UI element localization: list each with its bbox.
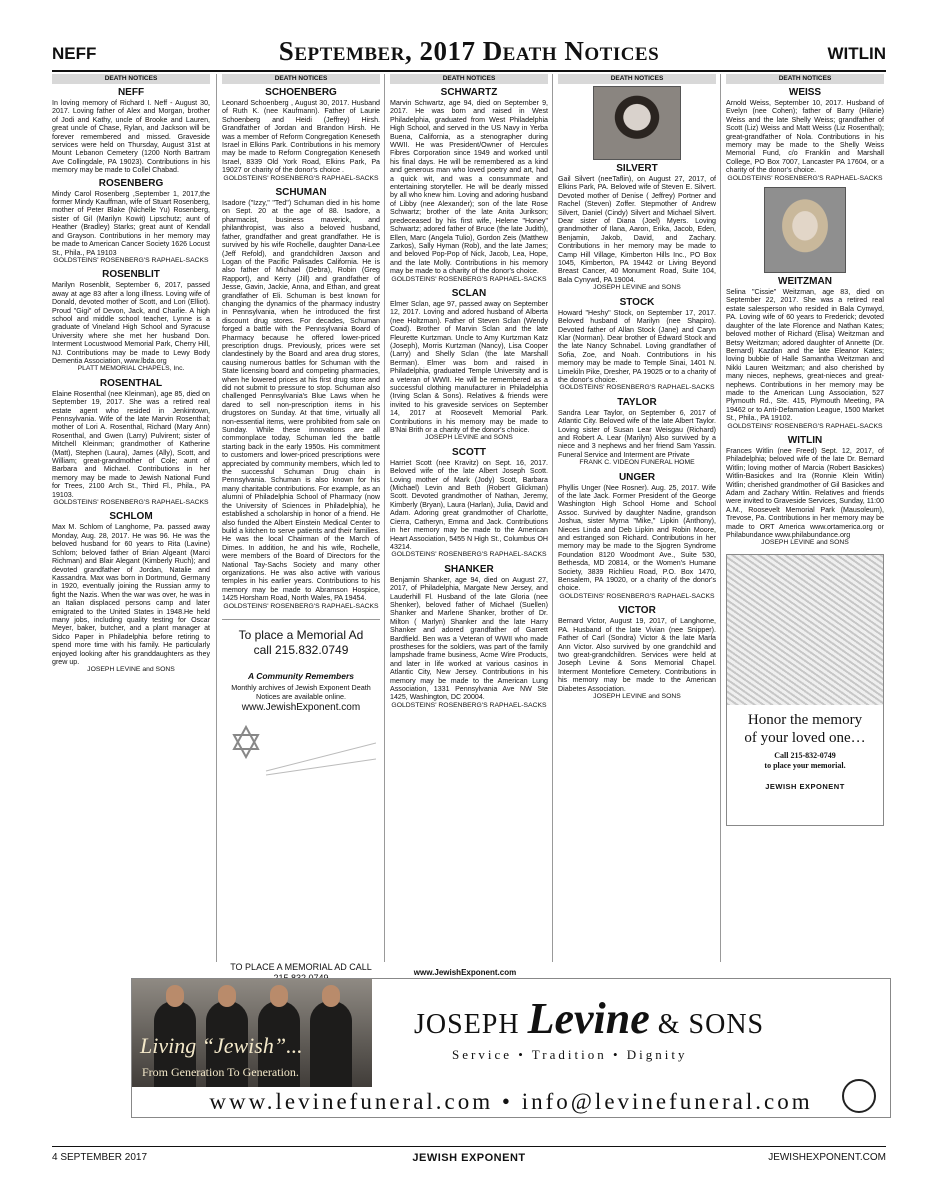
column-band: DEATH NOTICES xyxy=(558,74,716,84)
memorial-ad-line: To place a Memorial Ad xyxy=(238,627,364,642)
obituary-funeral-home: JOSEPH LEVINE and SONS xyxy=(87,666,175,674)
obituary-name: SCHLOM xyxy=(109,511,153,523)
obituary-rosenberg xyxy=(52,178,210,266)
honor-ad-line2: of your loved one… xyxy=(744,729,866,746)
column-5 xyxy=(726,74,884,826)
logo-levine: Levine xyxy=(527,994,650,1043)
obituary-name: SCHWARTZ xyxy=(440,87,498,98)
honor-ad-call-note: to place your memorial. xyxy=(764,760,846,770)
obituary-name: STOCK xyxy=(619,296,655,308)
obituary-name: UNGER xyxy=(618,471,656,483)
obituary-name: VICTOR xyxy=(618,605,656,617)
obituary-funeral-home: GOLDSTEINS' ROSENBERG'S RAPHAEL-SACKS xyxy=(559,384,715,392)
obituary-funeral-home: JOSEPH LEVINE and SONS xyxy=(761,539,849,547)
obituary-weitzman xyxy=(726,187,884,431)
memorial-ad-callout: TO PLACE A MEMORIAL AD CALL xyxy=(230,962,372,972)
obituary-funeral-home: GOLDSTEINS' ROSENBERG'S RAPHAEL-SACKS xyxy=(53,256,209,264)
ad-contact-links[interactable]: www.levinefuneral.com • info@levinefuneral.com xyxy=(209,1089,813,1114)
obituary-unger xyxy=(558,472,716,602)
page-number-date: 4 SEPTEMBER 2017 xyxy=(52,1152,148,1163)
flowering-tree-image xyxy=(727,555,883,705)
ad-photo xyxy=(132,979,372,1087)
column-band: DEATH NOTICES xyxy=(52,74,210,84)
levine-funeral-ad[interactable] xyxy=(131,978,891,1118)
obituary-schlom xyxy=(52,511,210,674)
obituary-text: Marilyn Rosenblit, September 6, 2017, passed away at age 83 after a long illness. Loving wife of Donald, devoted mother of Scott, and Lori (Elliot). Proud "Gigi" of Devon, Jack, and Charlie. A high school and middle school teacher, Lynne is a graduate of Vineland High School and Syracuse University where she met her husband Don. Interment Locustwood Memorial Park, Cherry Hill, NJ. Contributions may be made to Lewy Body Dementia Association, www.lbda.org xyxy=(52,281,210,365)
column-3 xyxy=(390,74,548,714)
logo-sons: & SONS xyxy=(657,1009,765,1040)
obituary-funeral-home: JOSEPH LEVINE and SONS xyxy=(593,284,681,292)
logo-joseph: JOSEPH xyxy=(414,1009,520,1040)
obituary-text: Bernard Victor, August 19, 2017, of Langhorne, PA. Husband of the late Vivian (nee Snipper). Father of Carl (Sondra) Victor & the late Marla Ann Victor. Also survived by one grandchild and two great-grandchildren. Services were held at Joseph Levine & Sons Memorial Chapel. Interment Montefiore Cemetery. Contributions in his memory may be made to the American Diabetes Association. xyxy=(558,617,716,693)
obituary-text: In loving memory of Richard I. Neff - August 30, 2017. Loving father of Alex and Morgan, brother of Jodi and Kathy, uncle of Brooke and Lauren, great uncle of Chase, Rylan, and Jackson will be forever remembered and missed. Graveside services were held on Thursday, August 31st at Mount Lebanon Cemetery (1200 North Bartram Ave Collingdale, PA 19023). Contributions in his memory may be made to Collel Chabad. xyxy=(52,99,210,175)
obituary-text: Gail Silvert (neeTaflin), on August 27, 2017, of Elkins Park, PA. Beloved wife of Steven E. Silvert. Devoted mother of Denise ( Jeffrey) Portner and Rachel (Steven) Zoffer. Stepmother of Andrew Silvert, Daniel (Cindy) Silvert and Michael Silvert. Dear sister of Diana (Joel) Myers. Loving grandmother of Ilana, Aaron, Erika, Jacob, Eden, Benjamin, Jakob, David, and Zachary. Contributions in her memory may be made to Camp Hill Village, Kimberton Hills Inc., PO Box 1045, Kimberton, PA 19442 or Living Beyond Breast Cancer, 40 Monument Road, Suite 104, Bala Cynywd, PA 19004. xyxy=(558,175,716,284)
honor-ad-call xyxy=(727,751,883,771)
obituary-text: Max M. Schlom of Langhorne, Pa. passed away Monday, Aug. 28, 2017. He was 96. He was the beloved husband for 60 years to Rita (Lavine) Schlom; beloved father of Brian Algeant (Marci Richman) and Blair Alegant (Kimberly Ruch); and devoted grandfather of Jordan, Natalie and Kassandra. Max was born in Dortmund, Germany in 1920, eventually joining the Russian army to fight the Nazis. When the war was over, he was in an Italian displaced persons camp and later emigrated to the United States in 1948.He held many jobs, including quality testing for Oscar Meyer, baker, butcher, and a plant manager at Sidco Paper in Philadelphia before retiring to spend more time with his family. He particularly enjoyed looking after his granddaughters as they grew up. xyxy=(52,523,210,666)
obituary-funeral-home: GOLDSTEINS' ROSENBERG'S RAPHAEL-SACKS xyxy=(727,174,883,182)
obituary-text: Benjamin Shanker, age 94, died on August 27, 2017, of Philadelphia, Margate New Jersey, and Lauderhill Fl. Husband of the late Gloria (nee Shenker), beloved father of Michael (Suellen) Shanker and Marlene Shanker, brother of Dr. Milton ( Marlyn) Shanker and the late Harry Shanker and adored grandfather of Garrett Bardfield. Ben was a Veteran of WWII who made prostheses for the soldiers, was part of the family lampshade frame business, Acme Wire Products, and later in life worked at various casinos in Atlantic City, New Jersey. Contributions in his memory may be made to the American Lung Association, 1331 Pennsylvania Ave NW Ste 1425, Washington, DC 20004. xyxy=(390,575,548,702)
star-of-david-icon xyxy=(226,723,376,779)
obituary-rosenblit xyxy=(52,269,210,373)
obituary-name: WEITZMAN xyxy=(778,276,832,288)
obituary-funeral-home: GOLDSTEINS' ROSENBERG'S RAPHAEL-SACKS xyxy=(223,602,379,610)
obituary-text: Howard "Heshy" Stock, on September 17, 2017. Beloved husband of Marilyn (nee Shapiro). Devoted father of Allan Stock (Jane) and Caryn Klar (Norman). Dear brother of Edward Stock and the late Nancy Schnabel. Loving grandfather of Sofia, Zoe, and Noah. Contributions in his memory may be made to Temple Sinai, 1401 N. Limekiln Pike, Dresher, PA 19025 or to a charity of the donor's choice. xyxy=(558,308,716,384)
page-header xyxy=(52,36,886,72)
obituary-weiss xyxy=(726,87,884,183)
obituary-text: Phyllis Unger (Nee Rosner). Aug. 25, 2017. Wife of the late Jack. Former President of the George Washington High School Home and School Assoc. Survived by daughter Nadine, grandson Joshua, sister Myrna "Mike," Lipkin (Anthony), Nieces Linda and Deb Lipkin and Robin Moore, and estranged son Richard. Contributions in her memory may be made to the Sjogren Syndrome Foundation 8120 Woodmont Ave., Suite 530, Bethesda, MD 20814, or the Women's Humane Society, 3839 Richlieu Road, P.O. Box 1470, Bensalem, PA 19020, or a charity of the donor's choice. xyxy=(558,483,716,593)
obituary-name: WITLIN xyxy=(787,434,823,446)
memorial-ad-phone: call 215.832.0749 xyxy=(253,642,349,657)
obituary-text: Frances Witlin (nee Freed) Sept. 12, 2017, of Philadelphia; beloved wife of the late Dr. Bernard Witlin; loving mother of Marcia (Robert Basickes) Witlin-Basickes and Ira (Ronnie Klein Witlin) Witlin; cherished grandmother of Gil Basickes and Adam and Zachary Witlin. Relatives and friends were invited to Graveside Services, Sunday, 11:00 A.M., Roosevelt Memorial Park (Mausoleum), Trevose, Pa. Contributions in her memory may be made to ORT America www.ortamerica.org or Philabundance www.philabundance.org xyxy=(726,446,884,540)
obituary-neff xyxy=(52,87,210,175)
obituary-text: Leonard Schoenberg , August 30, 2017. Husband of Ruth K. (nee Kaufmann). Father of Laurie Schoenberg and Heidi (Jeffrey) Hirsh. Grandfather of Jordan and Brandon Hirsh. He was a member of Reform Congregation Keneseth Israel in Elkins Park. Contributions in his memory may be made to Reform Congregation Keneseth Israel, 8339 Old York Road, Elkins Park, Pa 19027 or charity of the donor's choice . xyxy=(222,99,380,175)
column-band: DEATH NOTICES xyxy=(726,74,884,84)
seal-icon xyxy=(842,1079,876,1113)
jewish-exponent-link[interactable]: www.JewishExponent.com xyxy=(241,702,361,714)
obituary-victor xyxy=(558,605,716,701)
column-divider xyxy=(216,74,217,962)
archives-note: Monthly archives of Jewish Exponent Death Notices are available online. xyxy=(231,683,371,702)
obituary-funeral-home: PLATT MEMORIAL CHAPELS, Inc. xyxy=(77,365,185,373)
obituary-rosenthal xyxy=(52,378,210,508)
jewish-exponent-logo: JEWISH EXPONENT xyxy=(765,781,845,791)
obituary-name: NEFF xyxy=(117,87,145,98)
website-callout[interactable]: www.JewishExponent.com xyxy=(413,968,517,977)
honor-ad-phone: Call 215-832-0749 xyxy=(774,750,836,760)
column-band: DEATH NOTICES xyxy=(222,74,380,84)
column-divider xyxy=(552,74,553,962)
publication-name: JEWISH EXPONENT xyxy=(412,1152,526,1164)
obituary-schoenberg xyxy=(222,87,380,183)
honor-ad-line1: Honor the memory xyxy=(747,711,863,728)
honor-ad-heading xyxy=(727,711,883,747)
header-left-name: NEFF xyxy=(52,44,97,63)
column-4 xyxy=(558,74,716,705)
page-footer xyxy=(52,1152,886,1166)
obituary-photo xyxy=(764,187,846,273)
obituary-name: SILVERT xyxy=(616,163,658,174)
publication-url[interactable]: JEWISHEXPONENT.COM xyxy=(768,1152,886,1163)
column-1 xyxy=(52,74,210,679)
obituary-taylor xyxy=(558,397,716,468)
obituary-text: Isadore ("Izzy," "Ted") Schuman died in his home on Sept. 20 at the age of 88. Isadore, a pharmacist, business maverick, and philanthropist, was also a beloved husband, father, grandfather and great grandfather. He is survived by his wife Rochelle, daughter Dana-Lee (Jeff Refold), and grandchildren Jaxson and Logan of the Pacific Palisades California. He is also father of Michael (Debra), Robin (Greg Rapport), and Kerry (Jill) and grandfather of Jesse, Gavin, Jackie, Anna, and Ethan, and great grandfather of Eli. Schuman is best known for changing the dynamics of the pharmacy industry in Pennsylvania, when he introduced the first discount drug stores. For decades, Schuman forged a battle with the Pennsylvania Board of Pharmacy because he offered lower-priced prescription drugs. Previously, prices were set clandestinely by the Board and area drug stores, causing numerous battles for Schuman with the State licensing board and competing pharmacies, when he lowered prices at his first drug store and did not submit to pressure to stop. Schuman also challenged Pennsylvania's Blue Laws when he dared to sell non-prescription items in his drugstores on Sunday. At that time, virtually all non-essential items, were prohibited from sale on Sunday. While these innovations are all commonplace today, Schuman led the battle starting back in the early 1950s. His commitment to customers and lower-priced prescriptions were appreciated by community members, which led to the successful Schuman Drug chain in Pennsylvania. Schuman is also known for his many charitable contributions. For example, as an alumni of Philadelphia School of Pharmacy (now the University of Sciences in Philadelphia), he established a scholarship in honor of a friend. He also funded the Albert Einstein Medical Center to build a kitchen to serve patients and their families. He was the local Chairman of the March of Dimes. In addition, he and his wife, Rochelle, were members of the Board of Directors for the National Tay-Sachs Society and many other organizations. He was also active with various temples in his earlier years. Contributions to his memory may be made to Abramson Hospice, 1425 Horsham Road, North Wales, PA 19454. xyxy=(222,199,380,603)
memorial-ad-box xyxy=(222,619,380,781)
obituary-name: TAYLOR xyxy=(617,396,657,408)
column-divider xyxy=(720,74,721,962)
column-band: DEATH NOTICES xyxy=(390,74,548,84)
obituary-name: SCOTT xyxy=(452,446,486,458)
obituary-photo xyxy=(593,86,681,160)
obituary-funeral-home: JOSEPH LEVINE and SONS xyxy=(593,692,681,700)
obituary-scott xyxy=(390,447,548,560)
page-title: September, 2017 Death Notices xyxy=(278,36,660,66)
obituary-funeral-home: GOLDSTEINS' ROSENBERG'S RAPHAEL-SACKS xyxy=(727,422,883,430)
obituary-funeral-home: GOLDSTEINS' ROSENBERG'S RAPHAEL-SACKS xyxy=(391,701,547,709)
obituary-funeral-home: GOLDSTEINS' ROSENBERG'S RAPHAEL-SACKS xyxy=(559,592,715,600)
obituary-funeral-home: FRANK C. VIDEON FUNERAL HOME xyxy=(579,459,695,467)
ad-subslogan: From Generation To Generation. xyxy=(142,1065,299,1079)
ad-slogan: Living “Jewish”... xyxy=(140,1033,303,1058)
ad-tagline: Service • Tradition • Dignity xyxy=(452,1047,688,1062)
obituary-name: ROSENBERG xyxy=(98,177,164,189)
honor-memory-ad[interactable] xyxy=(726,554,884,826)
obituary-text: Elaine Rosenthal (nee Kleinman), age 85, died on September 19, 2017. She was a retired real estate agent who resided in Jenkintown, Pennsylvania. Wife of the late Marvin Rosenthal; mother of Lori A. Rosenthal, Richard (Mary Ann) Rosenthal, and Gwen (Larry) Pulvirent; sister of Mitchell Kleinman; grandmother of Katherine (Matt), Stephen (Laura), James (Ally), Scott, and William; great-grandmother of Cole; aunt of Barbara and Michael. Contributions in her memory may be made to Jewish National Fund for Trees, 2100 Arch St., Third Fl., Phila., PA 19103. xyxy=(52,389,210,499)
obituary-name: SCLAN xyxy=(451,287,487,299)
obituary-witlin xyxy=(726,435,884,548)
obituary-funeral-home: GOLDSTEINS' ROSENBERG'S RAPHAEL-SACKS xyxy=(223,174,379,182)
obituary-text: Arnold Weiss, September 10, 2017. Husband of Evelyn (nee Cohen); father of Barry (Hilarie) Weiss and the late Shelly Weiss; grandfather of Scott (Liz) Weiss and Matt Weiss (Liz Rosenthal); great-grandfather of Nola. Contributions in his memory may be made to the Shelly Weiss Memorial Fund, c/o Franklin and Marshall College, PO Box 7007, Lancaster PA 17604, or a charity of the donor's choice. xyxy=(726,99,884,175)
obituary-funeral-home: GOLDSTEINS' ROSENBERG'S RAPHAEL-SACKS xyxy=(391,275,547,283)
obituary-text: Elmer Sclan, age 97, passed away on September 12, 2017. Loving and adored husband of Alberta (nee Holtzman). Father of Steven Sclan (Wendy Coad). Brother of Marvin Sclan and the late Fleurette Kurtzman. Uncle to Amy Kurtzman Katz (Joseph), Morris Kurtzman (Nancy), Lisa Cooper (Larry) and Shelly Sclan (the late Marshall Berman). Elmer was born and raised in Philadelphia, graduated Temple University and is a veteran of WWII. He will be remembered as a successful clothing manufacturer in Philadelphia (Irving Sclan & Sons). Relatives & friends were invited to his graveside services on September 14, 2017 at Roosevelt Memorial Park. Contributions in his memory may be made to B'Nai Brith or a charity of the donor's choice. xyxy=(390,299,548,435)
column-2 xyxy=(222,74,380,781)
obituary-name: ROSENBLIT xyxy=(102,269,160,281)
obituary-text: Marvin Schwartz, age 94, died on September 9, 2017. He was born and raised in West Philadelphia, graduated from West Philadelphia High School, and served in the US Navy in Yerba Buena, California, as a stenographer during WWII. He was President/Owner of Hercules Fibres Corporation since 1949 and worked until his final days. He will be remembered as a kind and generous man who loved poetry and art, had a quick wit, and was a consummate and entertaining storyteller. He will be dearly missed by all who knew him. Loving and adoring husband of Libby (nee Alexander); son of the late Rose Schwartz; brother of the late Anita Jurikson; predeceased by his first wife, Helene "Honey" Schwartz; adored father of Bruce (the late Judith), Ellen, Marc (Angela Tulio), Gordon Zeis (Matthew Zarkos), Sally Hyman (Rob), and the late James; and beloved Pop-Pop of Nick, Jacob, Lea, Hope, and the late Molly. Contributions in his memory may be made to a charity of the donor's choice. xyxy=(390,99,548,276)
obituary-name: SCHUMAN xyxy=(275,187,327,199)
obituary-text: Mindy Carol Rosenberg ,September 1, 2017,the former Mindy Kauffman, wife of Stuart Rosenberg, mother of Peter Blake (Nichelle Yu) Rosenberg, sister of Gil (Marilyn Kowit) Lipschutz; aunt of Heather (Bradley) Starks; great aunt of Kendall and Grayson. Contributions in her memory may be made to American Cancer Society 1626 Locust St., Phila., PA 19103 xyxy=(52,189,210,257)
community-remembers-heading: A Community Remembers xyxy=(248,670,354,681)
obituary-name: WEISS xyxy=(788,87,822,98)
obituary-stock xyxy=(558,297,716,393)
obituary-text: Selina "Cissie" Weitzman, age 83, died on September 22, 2017. She was a retired real estate salesperson who resided in Bala Cynwyd, PA. Loving wife of 60 years to Frederick; devoted daughter of the late Florence and Nathan Kates; beloved mother of Richard (Elisa) Weitzman and Betsy Weitzman; adored daughter of Annette (Dr. Bernard) Kazdan and the late Eleanor Kates; loving bubbie of Halle Samantha Weitzman and Nikki Lauren Weitzman; and also cherished by many nieces, nephews, great-nieces and great-nephews. Contributions in her memory may be made to the American Lung Association, 527 Plymouth Rd., Ste. 415, Plymouth Meeting, PA 19462 or to Anti-Defamation League, 1500 Market St., Phila., PA 19102. xyxy=(726,288,884,423)
ad-person xyxy=(310,1001,352,1087)
obituary-funeral-home: GOLDSTEINS' ROSENBERG'S RAPHAEL-SACKS xyxy=(53,499,209,507)
obituary-funeral-home: GOLDSTEINS' ROSENBERG'S RAPHAEL-SACKS xyxy=(391,551,547,559)
header-rule xyxy=(52,70,886,72)
obituary-shanker xyxy=(390,564,548,711)
obituary-schwartz xyxy=(390,87,548,284)
column-divider xyxy=(384,74,385,962)
levine-logo xyxy=(414,993,764,1044)
obituary-name: SCHOENBERG xyxy=(265,87,337,98)
obituary-text: Sandra Lear Taylor, on September 6, 2017 of Atlantic City. Beloved wife of the late Albert Taylor. Loving sister of Susan Lear Weisgau (Richard) and Robert A. Lear (Marilyn) Also survived by a niece and 3 nephews and her friend Sam Yassin. Funeral Service and Interment are Private xyxy=(558,408,716,459)
obituary-sclan xyxy=(390,288,548,443)
obituary-funeral-home: JOSEPH LEVINE and SONS xyxy=(425,434,513,442)
obituary-name: SHANKER xyxy=(444,563,494,575)
obituary-schuman xyxy=(222,187,380,611)
footer-rule xyxy=(52,1146,886,1147)
obituary-text: Harriet Scott (nee Kravitz) on Sept. 16, 2017. Beloved wife of the late Albert Joseph Scott. Loving mother of Mark (Jody) Scott, Barbara (Michael) Levin and Beth (Robert Glickman) Scott. Devoted grandmother of Nathan, Jeremy, Kimberly (Bryan), Laura (Harlan), Julia, David and Adam. Adoring great grandmother of Charlotte, Cierra, Catheryn, Emma and Jack. Contributions in her memory may be made to the American Heart Association, 5455 N High St., Columbus OH 43214. xyxy=(390,458,548,551)
header-right-name: WITLIN xyxy=(827,44,886,63)
obituary-silvert xyxy=(558,86,716,293)
obituary-name: ROSENTHAL xyxy=(99,377,163,389)
